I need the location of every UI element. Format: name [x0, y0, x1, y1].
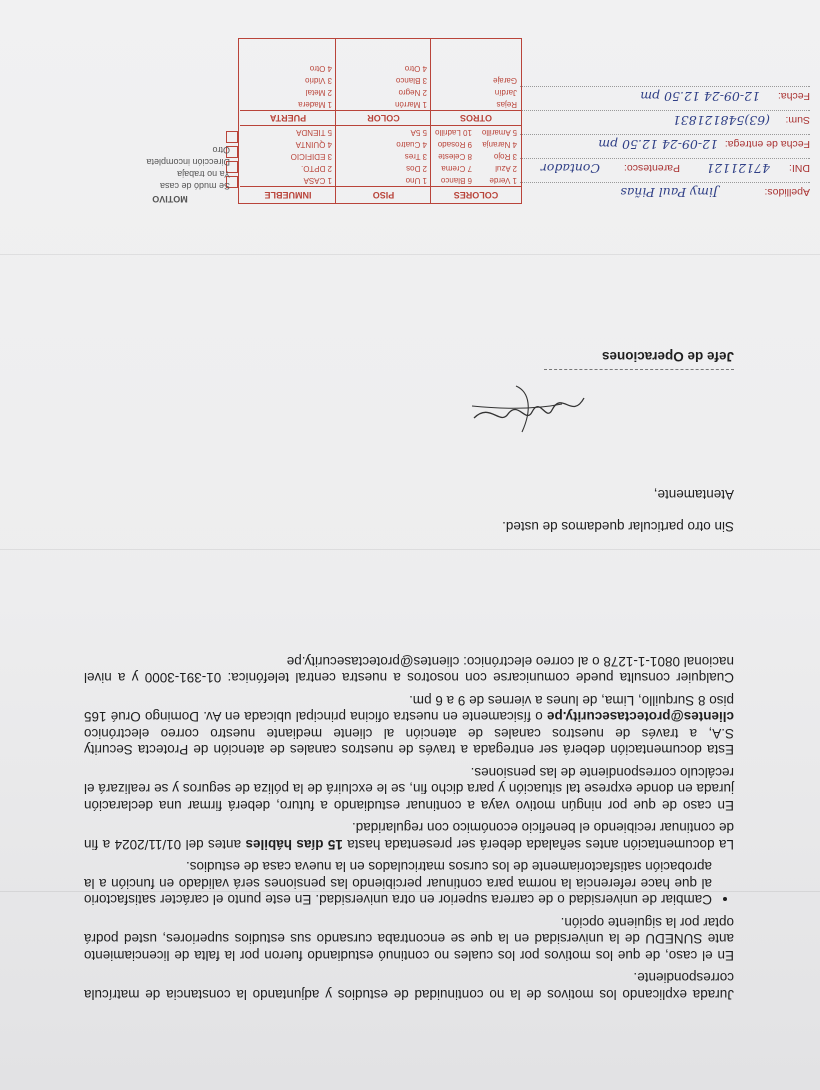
motivo-item: Otro [212, 145, 230, 155]
fecha-entrega-value: 12-09-24 12.50 pm [598, 137, 718, 152]
piso-header: PISO [336, 186, 431, 203]
inmueble-option: 2 DPTO. [301, 164, 332, 173]
parentesco-value: Contador [540, 161, 600, 176]
otros-option: Jardín [494, 88, 517, 97]
color-option: 8 Celeste [438, 152, 472, 161]
inmueble-column [240, 39, 336, 203]
puerta-option: 3 Vidrio [305, 76, 332, 85]
dni-label: DNI: [789, 162, 810, 174]
options-list [84, 858, 734, 908]
door-color-option: 1 Marrón [394, 100, 427, 109]
apellidos-label: Apellidos: [764, 186, 810, 198]
sum-value: (63)548121831 [672, 113, 770, 128]
fold-line [0, 549, 820, 550]
form-row-dni [520, 158, 810, 180]
color-option: 5 Amarillo [481, 128, 517, 137]
puerta-option: 1 Madera [298, 100, 332, 109]
piso-option: 4 Cuatro [396, 140, 427, 149]
apellidos-value: Jimy Paul Piñas [620, 185, 718, 200]
colores-column [430, 39, 521, 203]
motivo-item: Se mudó de casa [159, 181, 230, 191]
color-header: COLOR [336, 110, 431, 126]
handwritten-signature [462, 380, 592, 440]
fecha-label: Fecha: [777, 90, 810, 102]
puerta-option: 2 Metal [305, 88, 332, 97]
puerta-option: 4 Otro [309, 64, 332, 73]
form-row-fecha [520, 86, 810, 108]
piso-column [335, 39, 431, 203]
motivo-block [110, 144, 230, 204]
piso-option: 1 Uno [405, 176, 427, 185]
color-option: 3 Rojo [493, 152, 517, 161]
piso-option: 3 Tres [404, 152, 427, 161]
color-option: 4 Naranja [482, 140, 517, 149]
signer-title: Jefe de Operaciones [601, 349, 734, 364]
signature-line [544, 369, 734, 370]
property-grid [238, 38, 522, 204]
motivo-item: Dirección incompleta [146, 157, 230, 167]
door-color-option: 2 Negro [398, 88, 427, 97]
dni-value: 47121121 [706, 161, 770, 176]
color-option: 9 Rosado [437, 140, 472, 149]
email-link[interactable]: clientes@protectasecurity.pe [547, 709, 734, 725]
otros-header: OTROS [431, 110, 521, 126]
inmueble-option: 4 QUINTA [295, 140, 332, 149]
paragraph-contact: Cualquier consulta puede comunicarse con nosotros a nuestra central telefónica: 01-391-3000 y a nivel nacional 0801-1-1278 o al correo electrónico: clientes@protectasecurity.pe [84, 654, 734, 686]
door-color-option: 4 Otro [404, 64, 427, 73]
form-row-sum [520, 110, 810, 132]
inmueble-option: 3 EDIFICIO [290, 152, 332, 161]
puerta-header: PUERTA [240, 110, 336, 126]
otros-option: Rejas [496, 100, 517, 109]
motivo-header: MOTIVO [152, 194, 188, 204]
letter-body [84, 647, 734, 1003]
piso-option: 5 5A [410, 128, 427, 137]
color-option: 7 Crema [441, 164, 472, 173]
piso-option: 2 Dos [406, 164, 427, 173]
fecha-value: 12-09-24 12.50 pm [640, 89, 760, 104]
inmueble-option: 1 CASA [303, 176, 332, 185]
fecha-entrega-label: Fecha de entrega: [724, 138, 810, 150]
color-option: 6 Blanco [440, 176, 472, 185]
closing-line: Sin otro particular quedamos de usted. [502, 519, 734, 534]
inmueble-option: 5 TIENDA [296, 128, 332, 137]
fold-line [0, 254, 820, 255]
paragraph-sunedu: En el caso, de que los motivos por los cuales no continuó estudiando fueron por la falta de licenciamiento ante SUNEDU de la universidad en la que se encontraba cursando sus estudios superiores, usted podrá optar por la siguiente opción. [84, 915, 734, 963]
option-change-university: • Cambiar de universidad o de carrera superior en otra universidad. En este punto el carácter satisfactorio al que hace referencia la norma para continuar percibiendo las pensiones será validado en función a la aprobación satisfactoriamente de los cursos matriculados en la nueva casa de estudios. [84, 858, 712, 908]
colores-header: COLORES [431, 186, 521, 203]
checkbox[interactable] [226, 131, 238, 143]
delivery-form [520, 84, 810, 204]
door-color-option: 3 Blanco [395, 76, 427, 85]
sum-label: Sum: [785, 114, 810, 126]
parentesco-label: Parentesco: [623, 162, 680, 174]
closing-block [502, 471, 734, 534]
color-option: 2 Azul [495, 164, 517, 173]
paragraph-declaration: En caso de que por ningún motivo vaya a continuar estudiando a futuro, deberá firmar una declaración jurada en donde exprese tal situación y para dicho fin, se le excluirá de la póliza de seguros y se realizará el recálculo correspondiente de las pensiones. [84, 765, 734, 813]
color-option: 1 Verde [489, 176, 517, 185]
inmueble-header: INMUEBLE [240, 186, 336, 203]
closing-salutation: Atentamente, [653, 487, 734, 503]
paragraph-channels: Esta documentación deberá ser entregada a través de nuestros canales de atención de Protecta Security S.A, a través de nuestros canales de atención al cliente mediante nuestro correo electrónico clientes@protectasecurity.pe o físicamente en nuestra oficina principal ubicada en Av. Domingo Orué 165 piso 8 Surquillo, Lima, de lunes a viernes de 9 a 6 pm. [84, 693, 734, 758]
otros-option: Garaje [492, 76, 517, 85]
paragraph-matricula: Jurada explicando los motivos de la no continuidad de estudios y adjuntando la constancia de matrícula correspondiente. [84, 970, 734, 1002]
form-row-fecha-entrega [520, 134, 810, 156]
motivo-item: Ya no trabaja [177, 169, 230, 179]
color-option: 10 Ladrillo [435, 128, 472, 137]
form-row-apellidos [520, 182, 810, 204]
paragraph-deadline: La documentación antes señalada deberá ser presentada hasta 15 días hábiles antes del 01/11/2024 a fin de continuar recibiendo el beneficio económico con regularidad. [84, 820, 734, 852]
